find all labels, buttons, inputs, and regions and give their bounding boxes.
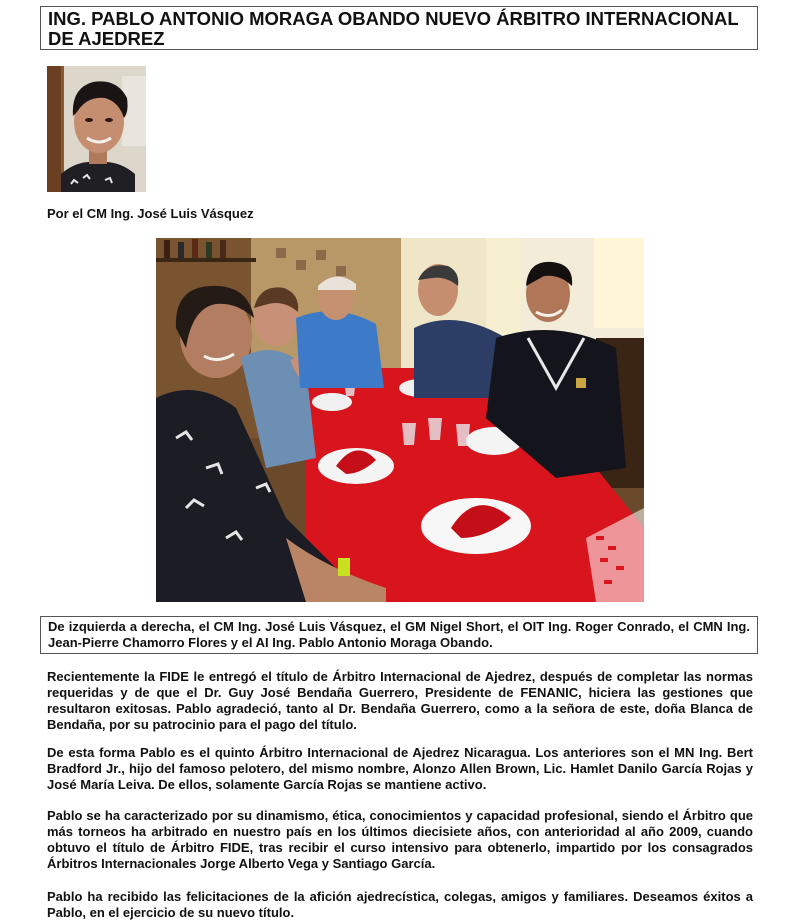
paragraph: Pablo ha recibido las felicitaciones de la afición ajedrecística, colegas, amigos y familiares. Deseamos éxitos a Pablo, en el ejercicio de su nuevo título. bbox=[47, 889, 753, 920]
group-photo bbox=[156, 238, 644, 602]
article-title: ING. PABLO ANTONIO MORAGA OBANDO NUEVO ÁRBITRO INTERNACIONAL DE AJEDREZ bbox=[40, 6, 758, 50]
paragraph: Pablo se ha caracterizado por su dinamismo, ética, conocimientos y capacidad profesional, siendo el Árbitro que más torneos ha arbitrado en nuestro país en los últimos diecisiete años, con anterioridad al año 2009, cuando obtuvo el título de Árbitro FIDE, tras recibir el curso intensivo para obtenerlo, impartido por los consagrados Árbitros Internacionales Jorge Alberto Vega y Santiago García. bbox=[47, 808, 753, 871]
article-byline: Por el CM Ing. José Luis Vásquez bbox=[47, 206, 254, 221]
author-portrait bbox=[47, 66, 146, 192]
paragraph: Recientemente la FIDE le entregó el título de Árbitro Internacional de Ajedrez, después de completar las normas requeridas y de que el Dr. Guy José Bendaña Guerrero, Presidente de FENANIC, hiciera las gestiones que resultaron exitosas. Pablo agradeció, tanto al Dr. Bendaña Guerrero, como a la señora de este, doña Blanca de Bendaña, por su patrocinio para el pago del título. bbox=[47, 669, 753, 732]
photo-caption: De izquierda a derecha, el CM Ing. José Luis Vásquez, el GM Nigel Short, el OIT Ing. Roger Conrado, el CMN Ing. Jean-Pierre Chamorro Flores y el AI Ing. Pablo Antonio Moraga Obando. bbox=[40, 616, 758, 654]
paragraph: De esta forma Pablo es el quinto Árbitro Internacional de Ajedrez Nicaragua. Los anteriores son el MN Ing. Bert Bradford Jr., hijo del famoso pelotero, del mismo nombre, Alonzo Allen Brown, Lic. Hamlet Danilo García Rojas y José María Leiva. De ellos, solamente García Rojas se mantiene activo. bbox=[47, 745, 753, 792]
